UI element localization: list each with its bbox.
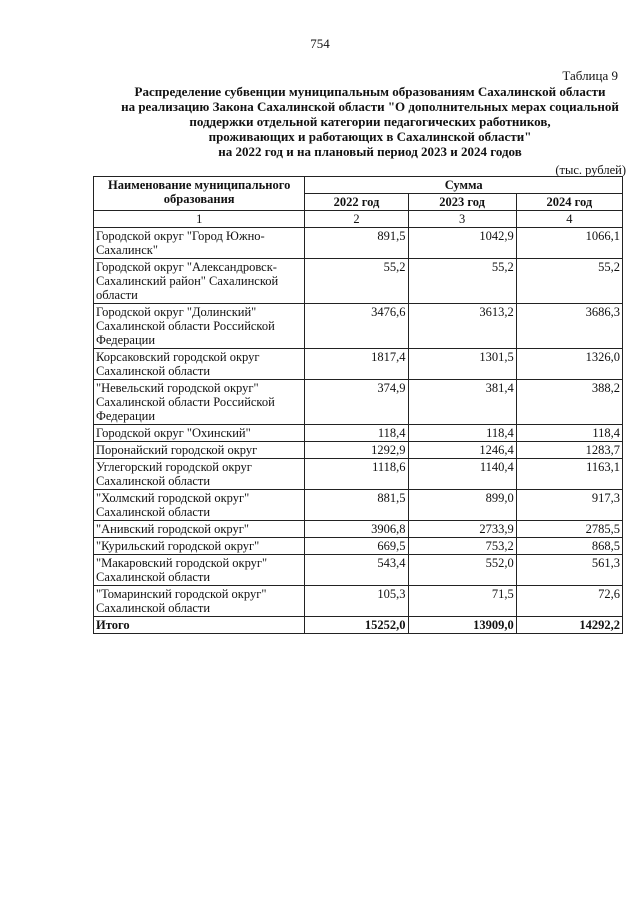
value-2022: 3906,8 — [305, 521, 408, 538]
table-row — [94, 380, 623, 425]
total-row — [94, 617, 623, 634]
total-2024: 14292,2 — [516, 617, 622, 634]
header-year-2023: 2023 год — [408, 194, 516, 211]
column-index: 1 — [94, 211, 305, 228]
value-2023: 71,5 — [408, 586, 516, 617]
column-index: 3 — [408, 211, 516, 228]
column-index: 2 — [305, 211, 408, 228]
value-2023: 1301,5 — [408, 349, 516, 380]
subvention-table — [93, 176, 623, 634]
table-body — [94, 228, 623, 617]
value-2022: 881,5 — [305, 490, 408, 521]
title-line: Распределение субвенции муниципальным образованиям Сахалинской области — [134, 84, 606, 99]
header-name: Наименование муниципального образования — [94, 177, 305, 211]
municipality-name: Поронайский городской округ — [94, 442, 305, 459]
table-row — [94, 490, 623, 521]
value-2024: 55,2 — [516, 259, 622, 304]
municipality-name: Городской округ "Охинский" — [94, 425, 305, 442]
value-2023: 753,2 — [408, 538, 516, 555]
value-2022: 374,9 — [305, 380, 408, 425]
value-2023: 381,4 — [408, 380, 516, 425]
value-2022: 3476,6 — [305, 304, 408, 349]
document-title — [105, 84, 635, 159]
header-sum: Сумма — [305, 177, 623, 194]
value-2022: 118,4 — [305, 425, 408, 442]
value-2022: 891,5 — [305, 228, 408, 259]
value-2023: 552,0 — [408, 555, 516, 586]
municipality-name: "Макаровский городской округ" Сахалинской области — [94, 555, 305, 586]
value-2024: 1283,7 — [516, 442, 622, 459]
municipality-name: Городской округ "Город Южно-Сахалинск" — [94, 228, 305, 259]
municipality-name: "Томаринский городской округ" Сахалинской области — [94, 586, 305, 617]
value-2024: 1326,0 — [516, 349, 622, 380]
table-row — [94, 442, 623, 459]
header-year-2024: 2024 год — [516, 194, 622, 211]
municipality-name: Городской округ "Долинский" Сахалинской области Российской Федерации — [94, 304, 305, 349]
title-line: проживающих и работающих в Сахалинской области" — [208, 129, 532, 144]
value-2024: 561,3 — [516, 555, 622, 586]
value-2024: 3686,3 — [516, 304, 622, 349]
page-number: 754 — [310, 36, 330, 51]
value-2024: 388,2 — [516, 380, 622, 425]
table-label: Таблица 9 — [562, 68, 618, 83]
table-row — [94, 586, 623, 617]
value-2023: 1042,9 — [408, 228, 516, 259]
value-2024: 1066,1 — [516, 228, 622, 259]
table-row — [94, 521, 623, 538]
value-2024: 1163,1 — [516, 459, 622, 490]
value-2023: 899,0 — [408, 490, 516, 521]
value-2022: 669,5 — [305, 538, 408, 555]
value-2023: 2733,9 — [408, 521, 516, 538]
header-year-2022: 2022 год — [305, 194, 408, 211]
value-2024: 72,6 — [516, 586, 622, 617]
value-2023: 55,2 — [408, 259, 516, 304]
municipality-name: "Невельский городской округ" Сахалинской области Российской Федерации — [94, 380, 305, 425]
value-2022: 1817,4 — [305, 349, 408, 380]
value-2024: 118,4 — [516, 425, 622, 442]
title-line: на 2022 год и на плановый период 2023 и 2024 годов — [218, 144, 522, 159]
value-2022: 543,4 — [305, 555, 408, 586]
municipality-name: Городской округ "Александровск-Сахалинский район" Сахалинской области — [94, 259, 305, 304]
value-2022: 1118,6 — [305, 459, 408, 490]
table-row — [94, 228, 623, 259]
table-row — [94, 259, 623, 304]
units-label: (тыс. рублей) — [555, 163, 626, 177]
table-row — [94, 349, 623, 380]
value-2024: 917,3 — [516, 490, 622, 521]
municipality-name: Корсаковский городской округ Сахалинской области — [94, 349, 305, 380]
value-2024: 2785,5 — [516, 521, 622, 538]
municipality-name: "Курильский городской округ" — [94, 538, 305, 555]
table-row — [94, 555, 623, 586]
value-2024: 868,5 — [516, 538, 622, 555]
value-2022: 105,3 — [305, 586, 408, 617]
municipality-name: Углегорский городской округ Сахалинской области — [94, 459, 305, 490]
municipality-name: "Холмский городской округ" Сахалинской области — [94, 490, 305, 521]
value-2022: 55,2 — [305, 259, 408, 304]
table-row — [94, 304, 623, 349]
value-2023: 3613,2 — [408, 304, 516, 349]
value-2023: 118,4 — [408, 425, 516, 442]
title-line: на реализацию Закона Сахалинской области "О дополнительных мерах социальной — [121, 99, 619, 114]
total-2023: 13909,0 — [408, 617, 516, 634]
value-2023: 1246,4 — [408, 442, 516, 459]
total-2022: 15252,0 — [305, 617, 408, 634]
municipality-name: "Анивский городской округ" — [94, 521, 305, 538]
table-row — [94, 425, 623, 442]
total-label: Итого — [94, 617, 305, 634]
title-line: поддержки отдельной категории педагогических работников, — [189, 114, 551, 129]
value-2022: 1292,9 — [305, 442, 408, 459]
value-2023: 1140,4 — [408, 459, 516, 490]
table-row — [94, 459, 623, 490]
column-index: 4 — [516, 211, 622, 228]
table-row — [94, 538, 623, 555]
